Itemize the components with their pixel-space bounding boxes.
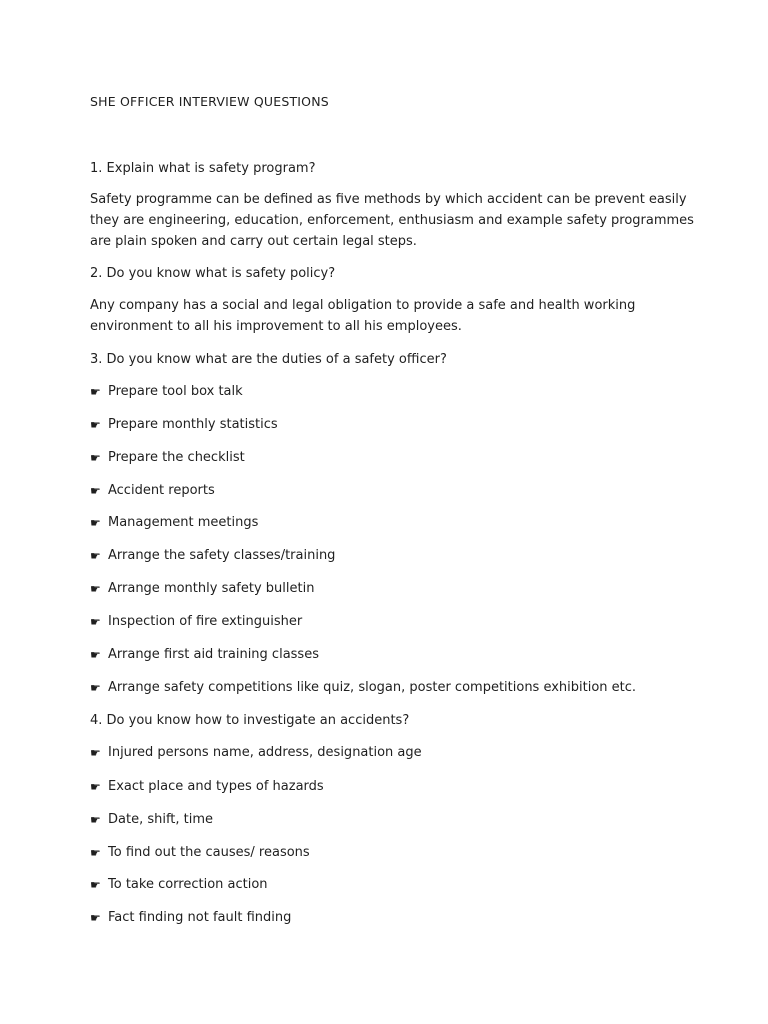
pointing-hand-icon: ☛ bbox=[90, 647, 101, 662]
pointing-hand-icon: ☛ bbox=[90, 384, 101, 399]
question-2: 2. Do you know what is safety policy? bbox=[90, 266, 336, 281]
pointing-hand-icon: ☛ bbox=[90, 680, 101, 695]
pointing-hand-icon: ☛ bbox=[90, 450, 101, 465]
list-item: ☛ Prepare tool box talk bbox=[90, 384, 243, 399]
pointing-hand-icon: ☛ bbox=[90, 910, 101, 925]
list-item: ☛ Arrange monthly safety bulletin bbox=[90, 581, 315, 596]
pointing-hand-icon: ☛ bbox=[90, 515, 101, 530]
document-page bbox=[90, 0, 730, 1024]
pointing-hand-icon: ☛ bbox=[90, 845, 101, 860]
pointing-hand-icon: ☛ bbox=[90, 581, 101, 596]
answer-1: Safety programme can be defined as five methods by which accident can be prevent easily they are engineering, education, enforcement, enthusiasm and example safety programmes are plain spoken and carry out certain legal steps. bbox=[90, 192, 694, 249]
list-item: ☛ Prepare monthly statistics bbox=[90, 417, 278, 432]
list-item: ☛ Date, shift, time bbox=[90, 812, 214, 827]
pointing-hand-icon: ☛ bbox=[90, 483, 101, 498]
list-item: ☛ Fact finding not fault finding bbox=[90, 910, 292, 925]
list-item: ☛ To take correction action bbox=[90, 877, 268, 892]
list-item: ☛ Injured persons name, address, designation age bbox=[90, 745, 422, 760]
pointing-hand-icon: ☛ bbox=[90, 877, 101, 892]
answer-2: Any company has a social and legal obligation to provide a safe and health working environment to all his improvement to all his employees. bbox=[90, 298, 636, 334]
question-1: 1. Explain what is safety program? bbox=[90, 161, 316, 176]
list-item: ☛ Arrange the safety classes/training bbox=[90, 548, 336, 563]
list-item: ☛ Exact place and types of hazards bbox=[90, 779, 324, 794]
list-item: ☛ Management meetings bbox=[90, 515, 259, 530]
pointing-hand-icon: ☛ bbox=[90, 779, 101, 794]
pointing-hand-icon: ☛ bbox=[90, 812, 101, 827]
list-item: ☛ Accident reports bbox=[90, 483, 215, 498]
pointing-hand-icon: ☛ bbox=[90, 417, 101, 432]
pointing-hand-icon: ☛ bbox=[90, 614, 101, 629]
document-title: SHE OFFICER INTERVIEW QUESTIONS bbox=[90, 94, 329, 109]
pointing-hand-icon: ☛ bbox=[90, 548, 101, 563]
question-4: 4. Do you know how to investigate an accidents? bbox=[90, 713, 410, 728]
list-item: ☛ Arrange safety competitions like quiz, slogan, poster competitions exhibition etc. bbox=[90, 680, 637, 695]
list-item: ☛ To find out the causes/ reasons bbox=[90, 845, 310, 860]
list-item: ☛ Prepare the checklist bbox=[90, 450, 245, 465]
list-item: ☛ Arrange first aid training classes bbox=[90, 647, 319, 662]
question-3: 3. Do you know what are the duties of a safety officer? bbox=[90, 352, 447, 367]
list-item: ☛ Inspection of fire extinguisher bbox=[90, 614, 303, 629]
pointing-hand-icon: ☛ bbox=[90, 745, 101, 760]
